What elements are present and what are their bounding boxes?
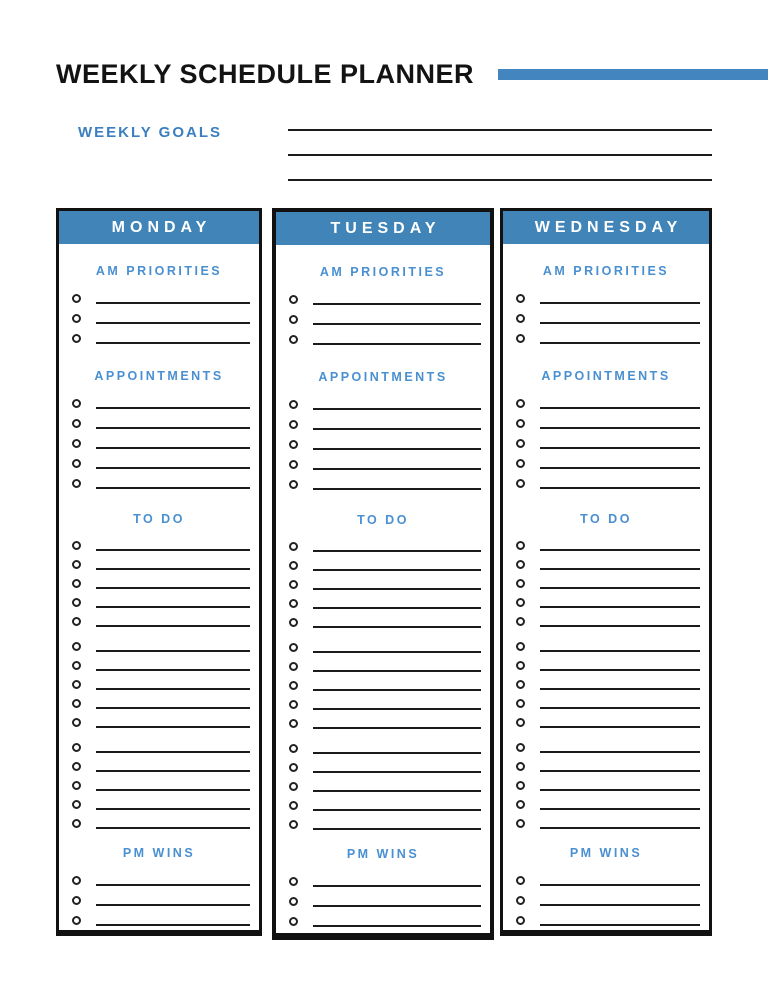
bullet-row (503, 412, 709, 432)
bullet-row (503, 756, 709, 775)
write-line (540, 726, 700, 728)
bullet-row (503, 611, 709, 630)
bullet-row (503, 775, 709, 794)
write-line (540, 688, 700, 690)
bullet-circle-icon (516, 699, 525, 708)
bullet-circle-icon (516, 781, 525, 790)
bullet-circle-icon (72, 334, 81, 343)
bullet-rows (59, 869, 259, 929)
bullet-circle-icon (72, 896, 81, 905)
bullet-circle-icon (289, 700, 298, 709)
bullet-row (276, 675, 490, 694)
day-name: WEDNESDAY (534, 218, 683, 236)
bullet-row (276, 433, 490, 453)
write-line (96, 625, 250, 627)
bullet-circle-icon (72, 314, 81, 323)
bullet-circle-icon (516, 419, 525, 428)
bullet-circle-icon (516, 399, 525, 408)
bullet-row (59, 693, 259, 712)
write-line (96, 707, 250, 709)
bullet-circle-icon (72, 541, 81, 550)
write-line (540, 789, 700, 791)
write-line (96, 322, 250, 324)
write-line (96, 904, 250, 906)
bullet-row (276, 713, 490, 732)
bullet-row (276, 308, 490, 328)
bullet-circle-icon (516, 459, 525, 468)
bullet-row (59, 712, 259, 731)
bullet-circle-icon (516, 876, 525, 885)
section-pm-wins (59, 846, 259, 929)
section-label: TO DO (580, 512, 632, 526)
page-title: WEEKLY SCHEDULE PLANNER (56, 59, 475, 89)
goal-write-line (288, 156, 712, 181)
bullet-circle-icon (72, 916, 81, 925)
write-line (540, 427, 700, 429)
bullet-row (503, 392, 709, 412)
bullet-circle-icon (289, 561, 298, 570)
bullet-circle-icon (289, 580, 298, 589)
bullet-circle-icon (289, 782, 298, 791)
bullet-row (503, 737, 709, 756)
bullet-circle-icon (72, 560, 81, 569)
bullet-circle-icon (516, 800, 525, 809)
bullet-row (59, 889, 259, 909)
write-line (540, 407, 700, 409)
section-pm-wins (503, 846, 709, 929)
bullet-rows (276, 288, 490, 348)
write-line (96, 487, 250, 489)
section-am-priorities (59, 264, 259, 347)
bullet-circle-icon (289, 662, 298, 671)
bullet-circle-icon (72, 680, 81, 689)
bullet-circle-icon (289, 917, 298, 926)
bullet-row (503, 909, 709, 929)
bullet-circle-icon (72, 294, 81, 303)
bullet-row (503, 693, 709, 712)
bullet-row (276, 656, 490, 675)
bullet-circle-icon (516, 661, 525, 670)
day-header-monday (59, 211, 259, 244)
section-appointments (59, 369, 259, 492)
day-name: TUESDAY (330, 219, 441, 237)
bullet-row (59, 573, 259, 592)
bullet-circle-icon (289, 400, 298, 409)
bullet-row (503, 472, 709, 492)
bullet-row (59, 412, 259, 432)
bullet-row (276, 738, 490, 757)
bullet-row (59, 655, 259, 674)
write-line (313, 925, 481, 927)
write-line (313, 689, 481, 691)
write-line (96, 447, 250, 449)
bullet-row (59, 636, 259, 655)
goal-write-line (288, 131, 712, 156)
bullet-row (59, 392, 259, 412)
write-line (540, 650, 700, 652)
write-line (96, 808, 250, 810)
write-line (313, 809, 481, 811)
weekly-goals-section (78, 125, 712, 181)
write-line (540, 549, 700, 551)
bullet-row (276, 413, 490, 433)
bullet-circle-icon (72, 661, 81, 670)
write-line (313, 905, 481, 907)
write-line (313, 448, 481, 450)
bullet-row (276, 328, 490, 348)
bullet-row (276, 870, 490, 890)
bullet-circle-icon (72, 642, 81, 651)
bullet-row (276, 473, 490, 493)
bullet-circle-icon (516, 680, 525, 689)
day-header-tuesday (276, 212, 490, 245)
bullet-row (503, 813, 709, 832)
section-to-do (59, 512, 259, 832)
bullet-row (276, 890, 490, 910)
section-label: PM WINS (346, 847, 420, 861)
write-line (96, 924, 250, 926)
section-label: PM WINS (569, 846, 643, 860)
bullet-circle-icon (72, 617, 81, 626)
bullet-row (59, 592, 259, 611)
bullet-row (59, 432, 259, 452)
bullet-circle-icon (72, 459, 81, 468)
bullet-row (276, 453, 490, 473)
write-line (540, 770, 700, 772)
section-appointments (503, 369, 709, 492)
bullet-row (503, 432, 709, 452)
bullet-row (503, 636, 709, 655)
bullet-row (276, 288, 490, 308)
write-line (313, 670, 481, 672)
write-line (540, 587, 700, 589)
bullet-row (503, 674, 709, 693)
bullet-circle-icon (516, 642, 525, 651)
write-line (540, 924, 700, 926)
bullet-circle-icon (289, 599, 298, 608)
write-line (540, 487, 700, 489)
write-line (313, 885, 481, 887)
bullet-circle-icon (516, 762, 525, 771)
bullet-row (59, 535, 259, 554)
bullet-row (276, 393, 490, 413)
bullet-row (59, 674, 259, 693)
title-accent-bar (498, 69, 768, 80)
bullet-row (503, 889, 709, 909)
bullet-row (59, 869, 259, 889)
bullet-circle-icon (289, 335, 298, 344)
bullet-row (276, 555, 490, 574)
write-line (313, 569, 481, 571)
bullet-circle-icon (72, 479, 81, 488)
write-line (96, 884, 250, 886)
write-line (313, 468, 481, 470)
write-line (96, 688, 250, 690)
write-line (540, 751, 700, 753)
bullet-row (59, 775, 259, 794)
bullet-row (59, 737, 259, 756)
bullet-circle-icon (289, 295, 298, 304)
write-line (96, 669, 250, 671)
bullet-circle-icon (516, 718, 525, 727)
write-line (313, 790, 481, 792)
bullet-row (503, 307, 709, 327)
write-line (313, 626, 481, 628)
bullet-row (503, 554, 709, 573)
write-line (96, 751, 250, 753)
write-line (96, 427, 250, 429)
write-line (313, 343, 481, 345)
bullet-row (503, 592, 709, 611)
bullet-circle-icon (289, 719, 298, 728)
day-column-monday (56, 208, 262, 936)
write-line (313, 651, 481, 653)
bullet-row (276, 593, 490, 612)
bullet-rows (503, 869, 709, 929)
write-line (96, 467, 250, 469)
bullet-circle-icon (289, 897, 298, 906)
bullet-circle-icon (516, 916, 525, 925)
bullet-row (503, 535, 709, 554)
bullet-circle-icon (516, 314, 525, 323)
write-line (313, 488, 481, 490)
bullet-circle-icon (516, 334, 525, 343)
write-line (313, 408, 481, 410)
write-line (540, 827, 700, 829)
write-line (540, 808, 700, 810)
bullet-row (276, 757, 490, 776)
section-label: AM PRIORITIES (319, 265, 447, 279)
bullet-circle-icon (72, 800, 81, 809)
bullet-row (59, 554, 259, 573)
bullet-row (276, 910, 490, 930)
write-line (96, 587, 250, 589)
bullet-rows (59, 287, 259, 347)
write-line (96, 650, 250, 652)
bullet-circle-icon (289, 877, 298, 886)
bullet-circle-icon (516, 560, 525, 569)
write-line (540, 467, 700, 469)
write-line (313, 550, 481, 552)
bullet-circle-icon (289, 643, 298, 652)
bullet-circle-icon (289, 744, 298, 753)
day-column-tuesday (272, 208, 494, 940)
bullet-row (59, 813, 259, 832)
write-line (96, 606, 250, 608)
bullet-circle-icon (289, 420, 298, 429)
bullet-row (59, 909, 259, 929)
bullet-circle-icon (289, 315, 298, 324)
bullet-circle-icon (516, 598, 525, 607)
bullet-circle-icon (72, 579, 81, 588)
bullet-row (503, 452, 709, 472)
bullet-circle-icon (516, 479, 525, 488)
day-name: MONDAY (111, 218, 212, 236)
write-line (540, 447, 700, 449)
bullet-row (276, 694, 490, 713)
section-to-do (503, 512, 709, 832)
bullet-row (59, 611, 259, 630)
write-line (96, 302, 250, 304)
write-line (313, 727, 481, 729)
bullet-row (59, 452, 259, 472)
write-line (96, 827, 250, 829)
write-line (540, 625, 700, 627)
write-line (540, 904, 700, 906)
write-line (313, 708, 481, 710)
bullet-rows (503, 392, 709, 492)
write-line (540, 884, 700, 886)
planner-grid (56, 208, 712, 940)
day-column-wednesday (500, 208, 712, 936)
bullet-circle-icon (72, 419, 81, 428)
bullet-row (59, 287, 259, 307)
bullet-circle-icon (72, 781, 81, 790)
section-label: APPOINTMENTS (541, 369, 671, 383)
bullet-rows (276, 536, 490, 833)
section-am-priorities (503, 264, 709, 347)
write-line (96, 549, 250, 551)
bullet-circle-icon (72, 819, 81, 828)
write-line (96, 407, 250, 409)
write-line (313, 303, 481, 305)
bullet-rows (276, 393, 490, 493)
bullet-row (503, 655, 709, 674)
bullet-circle-icon (289, 820, 298, 829)
bullet-rows (503, 535, 709, 832)
write-line (313, 323, 481, 325)
section-label: PM WINS (122, 846, 196, 860)
bullet-circle-icon (516, 819, 525, 828)
bullet-circle-icon (72, 699, 81, 708)
write-line (540, 707, 700, 709)
write-line (96, 342, 250, 344)
weekly-goals-lines (288, 125, 712, 181)
weekly-goals-label: WEEKLY GOALS (78, 124, 223, 141)
section-label: TO DO (133, 512, 185, 526)
bullet-row (59, 794, 259, 813)
bullet-circle-icon (289, 763, 298, 772)
bullet-circle-icon (289, 542, 298, 551)
bullet-circle-icon (289, 681, 298, 690)
bullet-row (503, 573, 709, 592)
write-line (313, 752, 481, 754)
write-line (96, 568, 250, 570)
bullet-row (59, 307, 259, 327)
section-to-do (276, 513, 490, 833)
bullet-row (503, 794, 709, 813)
write-line (313, 428, 481, 430)
day-header-wednesday (503, 211, 709, 244)
bullet-rows (59, 392, 259, 492)
bullet-circle-icon (516, 617, 525, 626)
section-label: APPOINTMENTS (318, 370, 448, 384)
bullet-circle-icon (516, 896, 525, 905)
bullet-circle-icon (72, 598, 81, 607)
bullet-circle-icon (72, 718, 81, 727)
write-line (313, 588, 481, 590)
write-line (313, 828, 481, 830)
bullet-row (503, 712, 709, 731)
bullet-circle-icon (289, 801, 298, 810)
bullet-circle-icon (289, 480, 298, 489)
bullet-circle-icon (72, 439, 81, 448)
write-line (96, 789, 250, 791)
write-line (313, 771, 481, 773)
write-line (540, 322, 700, 324)
write-line (313, 607, 481, 609)
write-line (96, 726, 250, 728)
write-line (540, 568, 700, 570)
bullet-circle-icon (72, 876, 81, 885)
bullet-row (276, 776, 490, 795)
bullet-circle-icon (516, 294, 525, 303)
write-line (540, 606, 700, 608)
write-line (540, 302, 700, 304)
bullet-circle-icon (72, 762, 81, 771)
bullet-row (503, 287, 709, 307)
bullet-row (503, 327, 709, 347)
write-line (96, 770, 250, 772)
section-pm-wins (276, 847, 490, 930)
bullet-row (276, 637, 490, 656)
bullet-rows (59, 535, 259, 832)
bullet-circle-icon (289, 618, 298, 627)
section-am-priorities (276, 265, 490, 348)
bullet-circle-icon (516, 541, 525, 550)
bullet-circle-icon (289, 440, 298, 449)
section-label: AM PRIORITIES (542, 264, 670, 278)
bullet-row (276, 795, 490, 814)
section-label: APPOINTMENTS (94, 369, 224, 383)
section-label: AM PRIORITIES (95, 264, 223, 278)
bullet-row (503, 869, 709, 889)
write-line (540, 342, 700, 344)
section-appointments (276, 370, 490, 493)
bullet-circle-icon (289, 460, 298, 469)
section-label: TO DO (357, 513, 409, 527)
title-row (56, 0, 768, 91)
bullet-row (59, 756, 259, 775)
bullet-rows (503, 287, 709, 347)
bullet-circle-icon (72, 399, 81, 408)
bullet-circle-icon (516, 579, 525, 588)
bullet-row (59, 327, 259, 347)
bullet-row (276, 814, 490, 833)
bullet-row (276, 574, 490, 593)
bullet-row (276, 612, 490, 631)
bullet-circle-icon (72, 743, 81, 752)
bullet-circle-icon (516, 439, 525, 448)
write-line (540, 669, 700, 671)
bullet-row (59, 472, 259, 492)
bullet-rows (276, 870, 490, 930)
bullet-circle-icon (516, 743, 525, 752)
bullet-row (276, 536, 490, 555)
